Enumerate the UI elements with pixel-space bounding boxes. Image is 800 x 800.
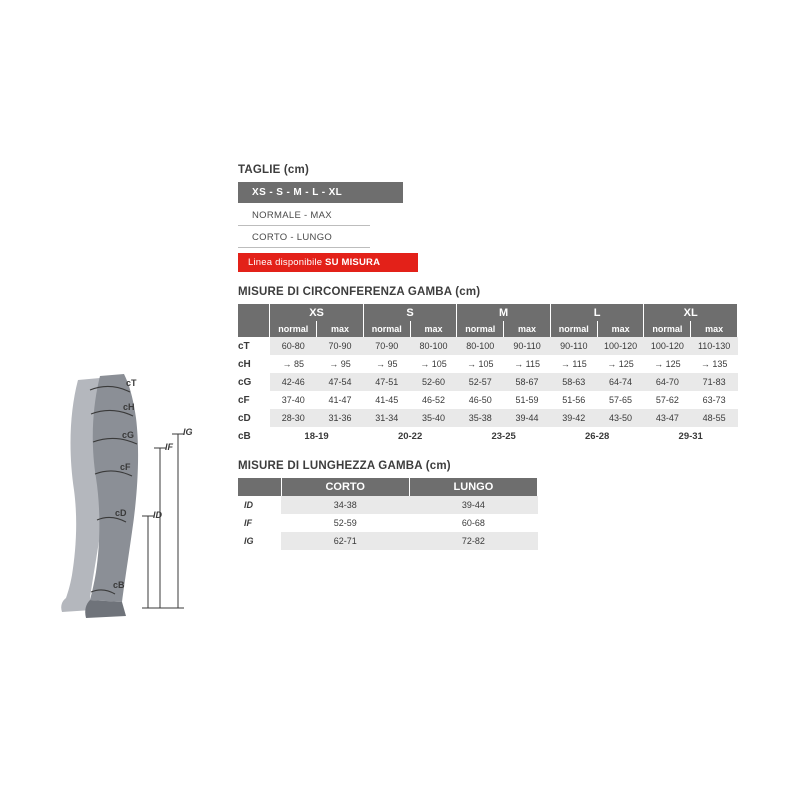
table-row [238,373,738,391]
circumference-section [238,286,738,446]
leg-diagram-svg [60,370,235,630]
cell-cG-s-max: 52-60 [410,373,457,391]
header-spacer [238,304,270,321]
length-header-lungo: LUNGO [409,478,537,496]
cell-cD-s-max: 35-40 [410,409,457,427]
length-header-row [238,478,538,496]
cell-cF-s-max: 46-52 [410,391,457,409]
cell-cF-m-normal: 46-50 [457,391,504,409]
table-row [238,496,538,514]
table-row [238,532,538,550]
label-cH: cH [123,402,135,412]
cell-cH-xs-max: → 95 [317,355,364,373]
label-lD: lD [153,510,162,520]
cell-cB-s: 20-22 [363,427,457,446]
cell-cT-s-normal: 70-90 [363,337,410,355]
cell-cT-xs-max: 70-90 [317,337,364,355]
length-header-corto: CORTO [281,478,409,496]
cell-lF-lungo: 60-68 [409,514,537,532]
header-xl-max: max [691,321,738,337]
cell-lG-corto: 62-71 [281,532,409,550]
cell-cG-l-normal: 58-63 [550,373,597,391]
table-row [238,409,738,427]
cell-lD-corto: 34-38 [281,496,409,514]
cell-cB-m: 23-25 [457,427,551,446]
label-cG: cG [122,430,135,440]
cell-cD-s-normal: 31-34 [363,409,410,427]
table-row-cb [238,427,738,446]
header-size-s: S [363,304,457,321]
row-label-lF: lF [238,514,281,532]
cell-cT-xs-normal: 60-80 [270,337,317,355]
label-cF: cF [120,462,131,472]
circumference-title: MISURE DI CIRCONFERENZA GAMBA (cm) [238,286,481,298]
cell-cF-xl-max: 63-73 [691,391,738,409]
label-cB: cB [113,580,125,590]
sizes-line-normale-max: NORMALE - MAX [238,207,370,226]
row-label-cD: cD [238,409,270,427]
cell-cD-xl-normal: 43-47 [644,409,691,427]
header-l-max: max [597,321,644,337]
cell-cB-xs: 18-19 [270,427,364,446]
circumference-size-header-row [238,304,738,321]
cell-lD-lungo: 39-44 [409,496,537,514]
cell-cD-m-max: 39-44 [504,409,551,427]
cell-cD-m-normal: 35-38 [457,409,504,427]
section-spacer [238,446,738,460]
row-label-cF: cF [238,391,270,409]
table-row [238,514,538,532]
custom-line-badge [238,253,418,272]
header-xs-normal: normal [270,321,317,337]
table-row [238,355,738,373]
cell-cT-s-max: 80-100 [410,337,457,355]
cell-cF-xs-normal: 37-40 [270,391,317,409]
sizes-title: TAGLIE (cm) [238,164,309,176]
row-label-lD: lD [238,496,281,514]
sizes-bar: XS - S - M - L - XL [238,182,403,203]
sizes-line-corto-lungo: CORTO - LUNGO [238,229,370,248]
row-label-cB: cB [238,427,270,446]
cell-cG-xs-normal: 42-46 [270,373,317,391]
cell-cT-l-max: 100-120 [597,337,644,355]
cell-cD-l-normal: 39-42 [550,409,597,427]
cell-cG-m-normal: 52-57 [457,373,504,391]
table-row [238,337,738,355]
cell-cF-xl-normal: 57-62 [644,391,691,409]
cell-cG-xs-max: 47-54 [317,373,364,391]
cell-cH-l-normal: → 115 [550,355,597,373]
cell-cG-xl-max: 71-83 [691,373,738,391]
cell-cH-s-normal: → 95 [363,355,410,373]
length-header-spacer [238,478,281,496]
cell-cF-l-max: 57-65 [597,391,644,409]
header-xs-max: max [317,321,364,337]
cell-cT-m-normal: 80-100 [457,337,504,355]
length-section [238,460,738,550]
header-s-normal: normal [363,321,410,337]
cell-cH-s-max: → 105 [410,355,457,373]
cell-cH-xl-normal: → 125 [644,355,691,373]
header-size-m: M [457,304,551,321]
label-cT: cT [126,378,137,388]
cell-cF-s-normal: 41-45 [363,391,410,409]
row-label-lG: lG [238,532,281,550]
label-cD: cD [115,508,127,518]
header-m-normal: normal [457,321,504,337]
row-label-cG: cG [238,373,270,391]
cell-cT-xl-max: 110-130 [691,337,738,355]
cell-cB-l: 26-28 [550,427,644,446]
leg-illustration [60,370,235,630]
cell-cG-s-normal: 47-51 [363,373,410,391]
cell-cG-m-max: 58-67 [504,373,551,391]
cell-cF-xs-max: 41-47 [317,391,364,409]
header-size-l: L [550,304,644,321]
label-lF: lF [165,442,173,452]
circumference-sub-header-row [238,321,738,337]
cell-cH-m-max: → 115 [504,355,551,373]
length-table [238,478,538,550]
cell-cH-xl-max: → 135 [691,355,738,373]
cell-cF-m-max: 51-59 [504,391,551,409]
header-l-normal: normal [550,321,597,337]
cell-cT-m-max: 90-110 [504,337,551,355]
header-xl-normal: normal [644,321,691,337]
cell-cD-l-max: 43-50 [597,409,644,427]
cell-lG-lungo: 72-82 [409,532,537,550]
cell-cH-l-max: → 125 [597,355,644,373]
content-column [238,164,738,550]
cell-cH-m-normal: → 105 [457,355,504,373]
cell-cT-l-normal: 90-110 [550,337,597,355]
cell-cD-xl-max: 48-55 [691,409,738,427]
row-label-cH: cH [238,355,270,373]
cell-cB-xl: 29-31 [644,427,738,446]
cell-lF-corto: 52-59 [281,514,409,532]
cell-cF-l-normal: 51-56 [550,391,597,409]
header-m-max: max [504,321,551,337]
row-label-cT: cT [238,337,270,355]
cell-cD-xs-max: 31-36 [317,409,364,427]
custom-line-strong: SU MISURA [325,257,381,268]
sizes-section [238,164,738,272]
header-s-max: max [410,321,457,337]
header-size-xs: XS [270,304,364,321]
table-row [238,391,738,409]
cell-cT-xl-normal: 100-120 [644,337,691,355]
length-title: MISURE DI LUNGHEZZA GAMBA (cm) [238,460,451,472]
length-measure-lines [142,434,184,608]
cell-cH-xs-normal: → 85 [270,355,317,373]
cell-cG-xl-normal: 64-70 [644,373,691,391]
circumference-table [238,304,738,446]
front-foot-shape [85,600,126,618]
header-spacer-2 [238,321,270,337]
custom-line-prefix: Linea disponibile [248,257,326,268]
header-size-xl: XL [644,304,738,321]
cell-cD-xs-normal: 28-30 [270,409,317,427]
cell-cG-l-max: 64-74 [597,373,644,391]
label-lG: lG [183,427,193,437]
